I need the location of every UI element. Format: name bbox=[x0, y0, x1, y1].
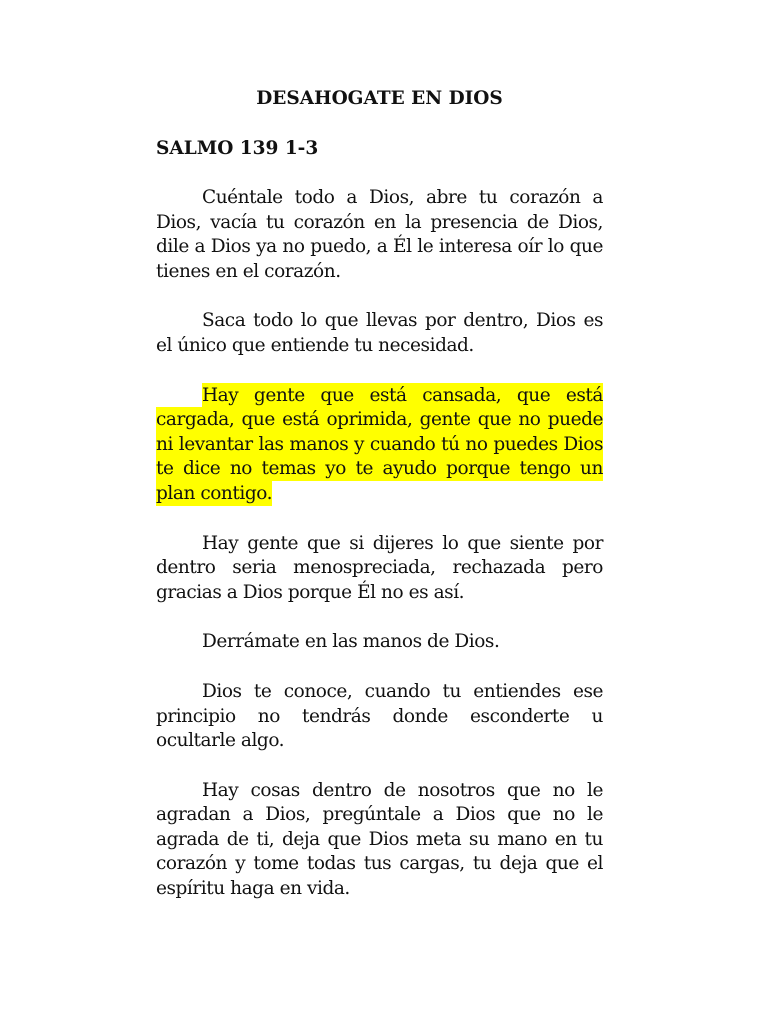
paragraph-4 bbox=[156, 532, 603, 606]
paragraph-1 bbox=[156, 186, 603, 284]
paragraph-6 bbox=[156, 680, 603, 754]
document-title: DESAHOGATE EN DIOS bbox=[256, 88, 503, 109]
paragraph-2-text: Saca todo lo que llevas por dentro, Dios es el único que entiende tu necesidad. bbox=[156, 310, 603, 356]
paragraph-7-text: Hay cosas dentro de nosotros que no le agradan a Dios, pregúntale a Dios que no le agrada de ti, deja que Dios meta su mano en tu corazón y tome todas tus cargas, tu deja que el espíritu haga en vida. bbox=[156, 779, 603, 900]
paragraph-4-text: Hay gente que si dijeres lo que siente por dentro seria menospreciada, rechazada pero gracias a Dios porque Él no es así. bbox=[156, 532, 603, 603]
paragraph-2 bbox=[156, 309, 603, 358]
paragraph-6-text: Dios te conoce, cuando tu entiendes ese principio no tendrás donde esconderte u ocultarle algo. bbox=[156, 680, 603, 752]
paragraph-3-highlighted bbox=[156, 384, 603, 507]
psalm-reference: SALMO 139 1-3 bbox=[156, 138, 319, 159]
highlighted-text: Hay gente que está cansada, que está cargada, que está oprimida, gente que no puede ni levantar las manos y cuando tú no puedes Dios te dice no temas yo te ayudo porque tengo un plan contigo. bbox=[156, 384, 603, 504]
paragraph-5 bbox=[156, 630, 603, 655]
document-page bbox=[156, 86, 603, 902]
paragraph-7 bbox=[156, 779, 603, 902]
paragraph-1-text: Cuéntale todo a Dios, abre tu corazón a Dios, vacía tu corazón en la presencia de Dios, dile a Dios ya no puedo, a Él le interesa oír lo que tienes en el corazón. bbox=[156, 187, 603, 282]
paragraph-5-text: Derrámate en las manos de Dios. bbox=[202, 631, 500, 653]
